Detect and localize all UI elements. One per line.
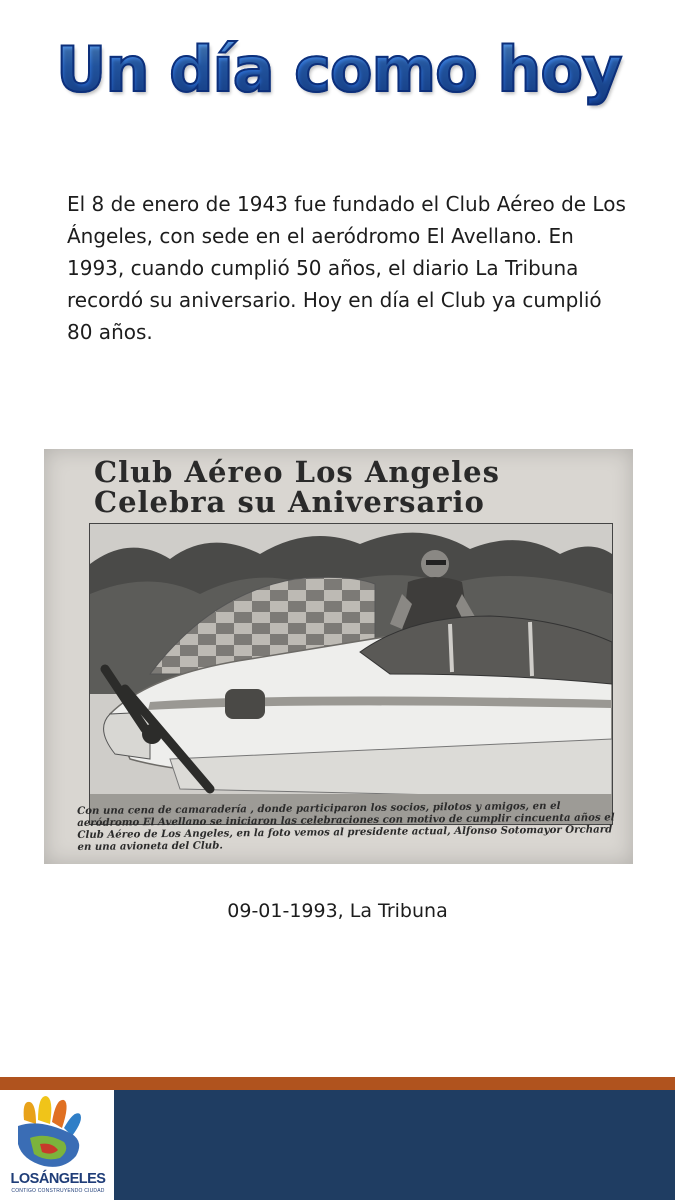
clipping-photo	[89, 523, 613, 825]
source-label: 09-01-1993, La Tribuna	[227, 900, 448, 922]
footer-stripe	[0, 1077, 675, 1090]
page-title: Un día como hoy	[56, 30, 656, 110]
logo-tagline: CONTIGO CONSTRUYENDO CIUDAD	[11, 1188, 105, 1194]
newspaper-clipping	[44, 449, 633, 864]
hand-logo-icon	[0, 1090, 114, 1172]
logo-wordmark: LOSÁNGELES	[10, 1171, 106, 1187]
clipping-headline: Club Aéreo Los Angeles Celebra su Aniversario	[94, 455, 500, 519]
municipality-logo[interactable]	[0, 1090, 114, 1200]
airplane-photo-illustration	[90, 524, 612, 824]
clipping-caption: Con una cena de camaradería , donde participaron los socios, pilotos y amigos, en el aeródromo El Avellano se iniciaron las celebraciones con motivo de cumplir cincuenta años el Club Aéreo de Los Angeles, en la foto vemos al presidente actual, Alfonso Sotomayor Orchard en una avioneta del Club.	[77, 799, 615, 853]
intro-paragraph: El 8 de enero de 1943 fue fundado el Club Aéreo de Los Ángeles, con sede en el aeródromo El Avellano. En 1993, cuando cumplió 50 años, el diario La Tribuna recordó su aniversario. Hoy en día el Club ya cumplió 80 años.	[67, 192, 626, 344]
